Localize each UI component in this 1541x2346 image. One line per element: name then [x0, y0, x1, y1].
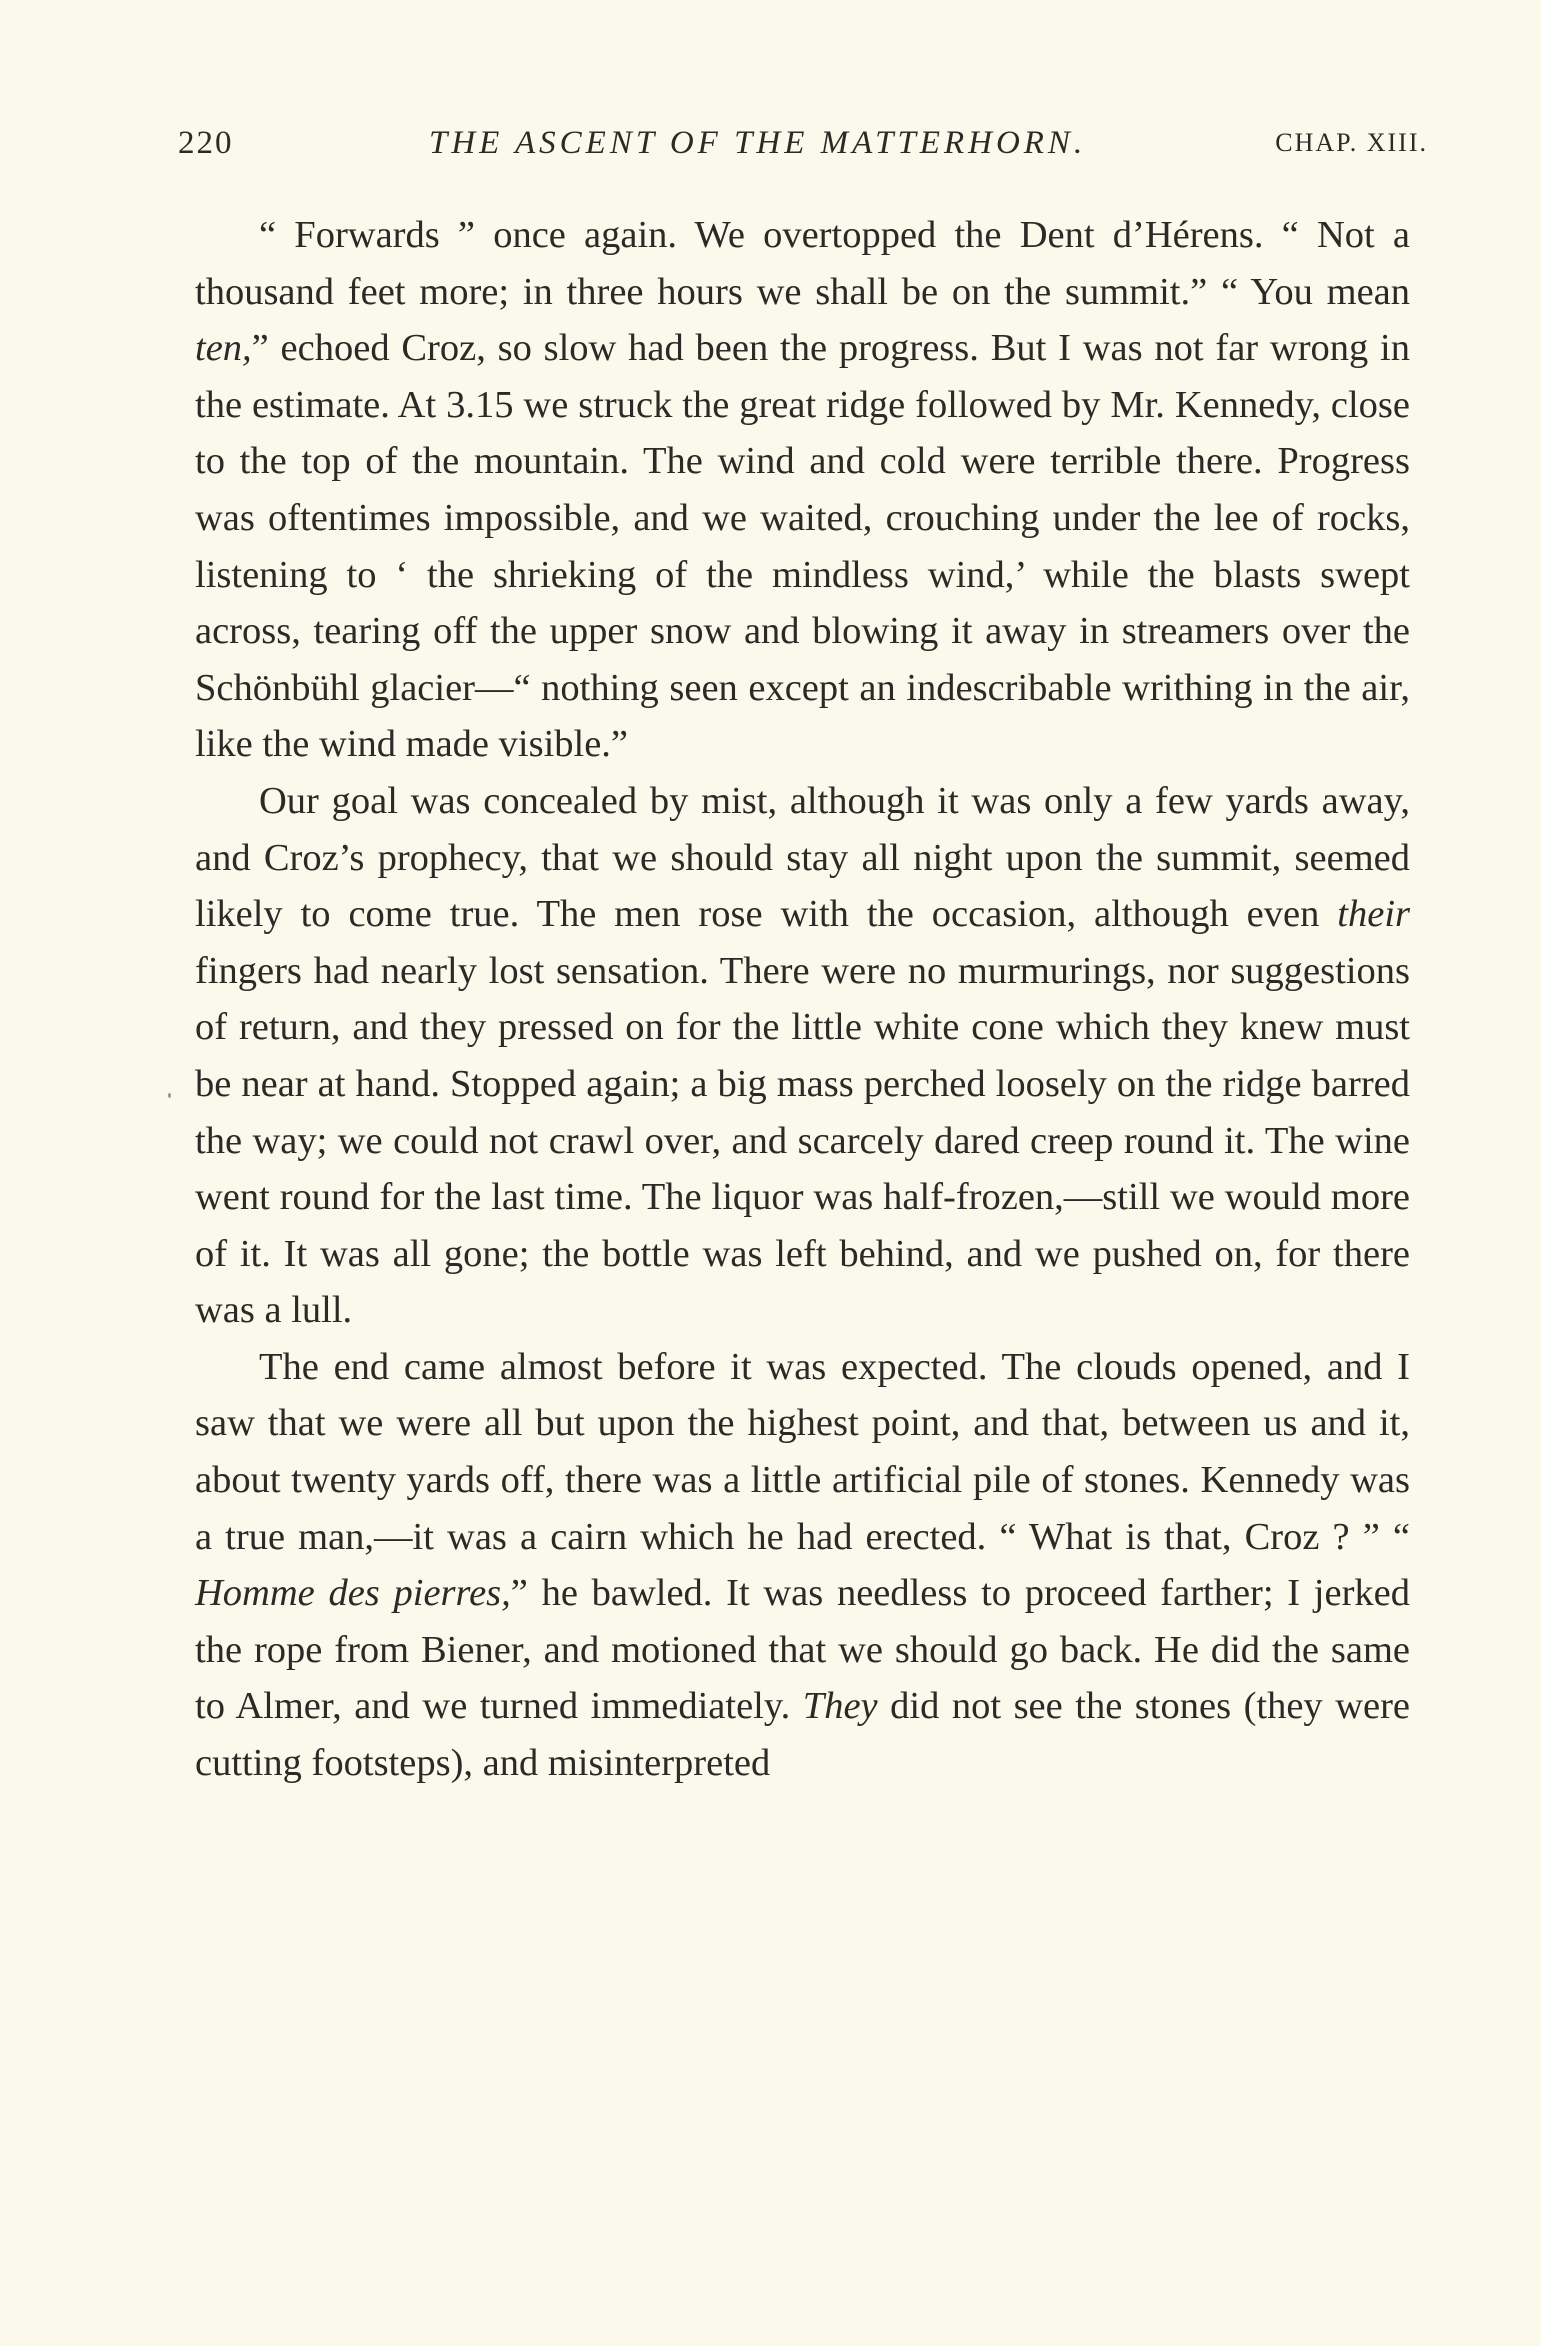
italic-text-run: ten,: [195, 327, 252, 370]
paragraph: [195, 207, 1410, 773]
text-run: did not see the stones (they were cutting footsteps), and misinterpreted: [195, 1685, 1410, 1785]
text-run: fingers had nearly lost sensation. There were no murmurings, nor suggestions of return, and they pressed on for the little white cone which they knew must be near at hand. Stopped again; a big mass perched loosely on the ridge barred the way; we could not crawl over, and scarcely dared creep round it. The wine went round for the last time. The liquor was half-frozen,—still we would more of it. It was all gone; the bottle was left behind, and we pushed on, for there was a lull.: [195, 949, 1410, 1332]
page-header: [178, 118, 1428, 168]
text-run: Our goal was concealed by mist, although it was only a few yards away, and Croz’s prophecy, that we should stay all night upon the summit, seemed likely to come true. The men rose with the occasion, although even: [195, 779, 1410, 936]
margin-mark: [168, 1093, 171, 1098]
running-title: THE ASCENT OF THE MATTERHORN.: [429, 125, 1087, 161]
text-run: The end came almost before it was expected. The clouds opened, and I saw that we were all but upon the highest point, and that, between us and it, about twenty yards off, there was a little artificial pile of stones. Kennedy was a true man,—it was a cairn which he had erected. “ What is that, Croz ? ” “: [195, 1345, 1410, 1558]
body-text: [195, 207, 1410, 1792]
chapter-reference: CHAP. XIII.: [1275, 128, 1428, 157]
text-run: ” echoed Croz, so slow had been the progress. But I was not far wrong in the estimate. At 3.15 we struck the great ridge followed by Mr. Kennedy, close to the top of the mountain. The wind and cold were terrible there. Progress was oftentimes impossible, and we waited, crouching under the lee of rocks, listening to ‘ the shrieking of the mindless wind,’ while the blasts swept across, tearing off the upper snow and blowing it away in streamers over the Schönbühl glacier—“ nothing seen except an indescribable writhing in the air, like the wind made visible.”: [195, 327, 1410, 766]
italic-text-run: Homme des pierres,: [195, 1572, 511, 1615]
italic-text-run: their: [1337, 893, 1410, 936]
text-run: “ Forwards ” once again. We overtopped the Dent d’Hérens. “ Not a thousand feet more; in three hours we shall be on the summit.” “ You mean: [195, 214, 1410, 313]
paragraph: [195, 1339, 1410, 1792]
paragraph: [195, 773, 1410, 1339]
page-number: 220: [178, 125, 234, 161]
italic-text-run: They: [802, 1685, 878, 1728]
text-run: ” he bawled. It was needless to proceed farther; I jerked the rope from Biener, and motioned that we should go back. He did the same to Almer, and we turned immediately.: [195, 1572, 1410, 1728]
